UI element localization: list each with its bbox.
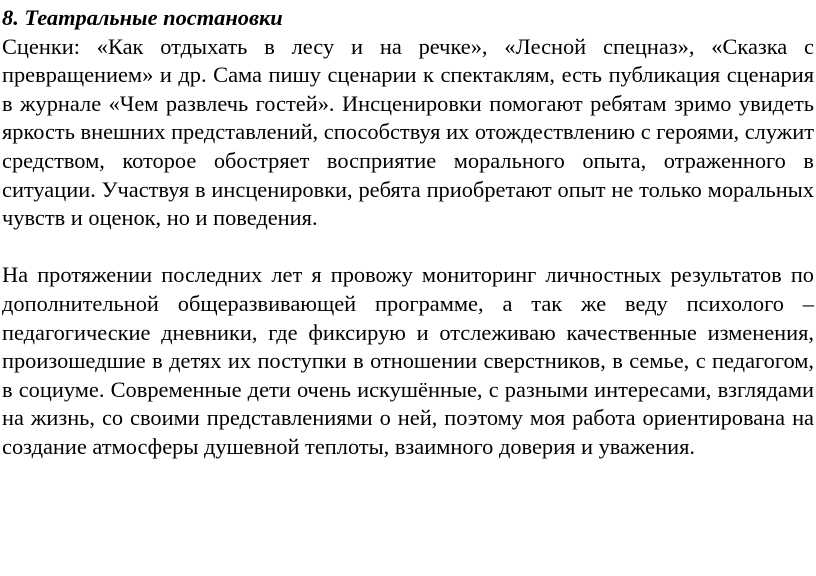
paragraph-theatre: Сценки: «Как отдыхать в лесу и на речке», «Лесной спецназ», «Сказка с превращением» и др. Сама пишу сценарии к спектаклям, есть публикация сценария в журнале «Чем развлечь гостей». Инсценировки помогают ребятам зримо увидеть яркость внешних представлений, способствуя их отождествлению с героями, служит средством, которое обостряет восприятие морального опыта, отраженного в ситуации. Участвуя в инсценировки, ребята приобретают опыт не только моральных чувств и оценок, но и поведения. — [2, 33, 814, 231]
paragraph-spacer — [2, 233, 814, 262]
section-heading: 8. Театральные постановки — [2, 5, 283, 30]
paragraph-monitoring: На протяжении последних лет я провожу мониторинг личностных результатов по дополнительной общеразвивающей программе, а так же веду психолого – педагогические дневники, где фиксирую и отслеживаю качественные изменения, произошедшие в детях их поступки в отношении сверстников, в семье, с педагогом, в социуме. Современные дети очень искушённые, с разными интересами, взглядами на жизнь, со своими представлениями о ней, поэтому моя работа ориентирована на создание атмосферы душевной теплоты, взаимного доверия и уважения. — [2, 262, 814, 459]
